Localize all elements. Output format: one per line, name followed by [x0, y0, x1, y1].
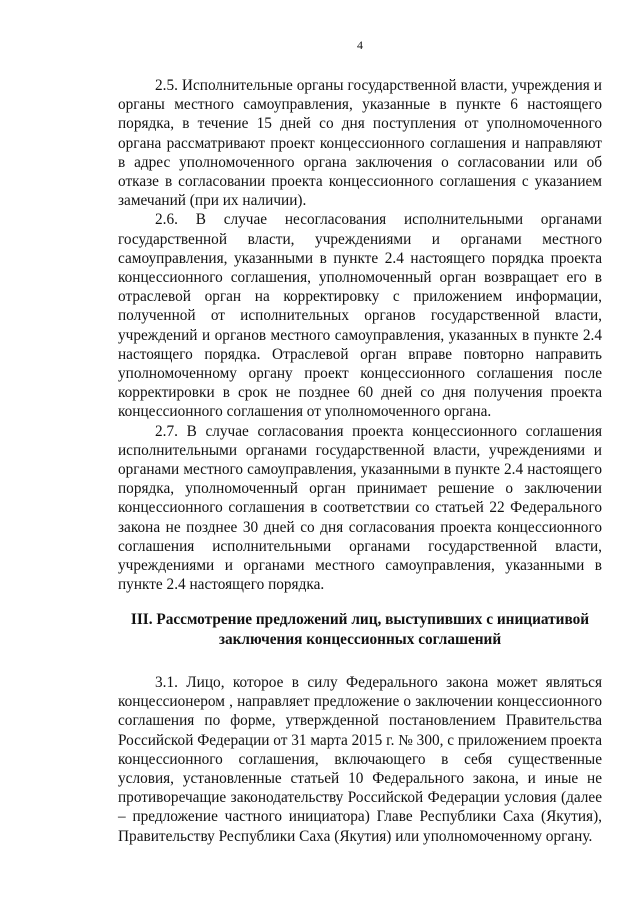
section-3-heading — [118, 610, 602, 648]
paragraph-3-1: 3.1. Лицо, которое в силу Федерального закона может являться концессионером , направляет предложение о заключении концессионного соглашения по форме, утвержденной постановлением Правительства Российской Федерации от 31 марта 2015 г. № 300, с приложением проекта концессионного соглашения, включающего в себя существенные условия, установленные статьей 10 Федерального закона, и иные не противоречащие законодательству Российской Федерации условия (далее – предложение частного инициатора) Главе Республики Саха (Якутия), Правительству Республики Саха (Якутия) или уполномоченному органу. — [118, 673, 602, 845]
section-3-heading-line-1: III. Рассмотрение предложений лиц, выступивших с инициативой — [130, 611, 590, 629]
page-number: 4 — [357, 38, 363, 52]
section-3-heading-line-2: заключения концессионных соглашений — [218, 630, 502, 648]
paragraph-2-6: 2.6. В случае несогласования исполнительными органами государственной власти, учреждениями и органами местного самоуправления, указанными в пункте 2.4 настоящего порядка проекта концессионного соглашения, уполномоченный орган возвращает его в отраслевой орган на корректировку с приложением информации, полученной от исполнительных органов государственной власти, учреждений и органов местного самоуправления, указанных в пункте 2.4 настоящего порядка. Отраслевой орган вправе повторно направить уполномоченному органу проект концессионного соглашения после корректировки в срок не позднее 60 дней со дня получения проекта концессионного соглашения от уполномоченного органа. — [118, 211, 602, 421]
paragraph-2-5: 2.5. Исполнительные органы государственной власти, учреждения и органы местного самоуправления, указанные в пункте 6 настоящего порядка, в течение 15 дней со дня поступления от уполномоченного органа рассматривают проект концессионного соглашения и направляют в адрес уполномоченного органа заключения о согласовании или об отказе в согласовании проекта концессионного соглашения с указанием замечаний (при их наличии). — [118, 77, 602, 210]
paragraph-2-7: 2.7. В случае согласования проекта концессионного соглашения исполнительными органами государственной власти, учреждениями и органами местного самоуправления, указанными в пункте 2.4 настоящего порядка, уполномоченный орган принимает решение о заключении концессионного соглашения в соответствии со статьей 22 Федерального закона не позднее 30 дней со дня согласования проекта концессионного соглашения исполнительными органами государственной власти, учреждениями и органами местного самоуправления, указанными в пункте 2.4 настоящего порядка. — [118, 422, 602, 594]
